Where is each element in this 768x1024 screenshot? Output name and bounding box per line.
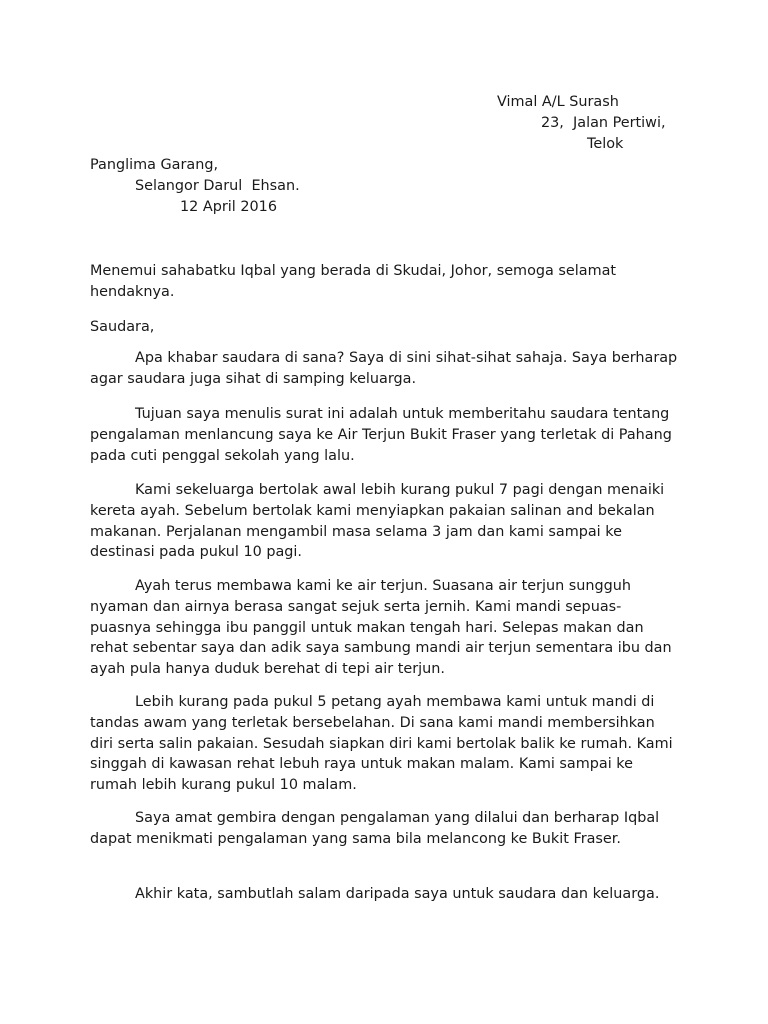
recipient-text: Menemui sahabatku Iqbal yang berada di Skudai, Johor, semoga selamat hendaknya.: [90, 263, 617, 300]
paragraph-text: Ayah terus membawa kami ke air terjun. Suasana air terjun sungguh nyaman dan airnya berasa sangat sejuk serta jernih. Kami mandi sepuas-puasnya sehingga ibu panggil untuk makan tengah hari. Selepas makan dan rehat sebentar saya dan adik saya sambung mandi air terjun sementara ibu dan ayah pula hanya duduk berehat di tepi air terjun.: [90, 578, 672, 678]
recipient-line: [90, 261, 680, 303]
paragraph-text: Saya amat gembira dengan pengalaman yang dilalui dan berharap Iqbal dapat menikmati pengalaman yang sama bila melancong ke Bukit Fraser.: [90, 810, 660, 847]
paragraph-text: Tujuan saya menulis surat ini adalah untuk memberitahu saudara tentang pengalaman menlancung saya ke Air Terjun Bukit Fraser yang terletak di Pahang pada cuti penggal sekolah yang lalu.: [90, 406, 672, 464]
paragraph-text: Apa khabar saudara di sana? Saya di sini sihat-sihat sahaja. Saya berharap agar saudara juga sihat di samping keluarga.: [90, 350, 678, 387]
body-paragraph-4: [90, 576, 680, 680]
sender-address-line-3: Panglima Garang,: [90, 157, 219, 173]
salutation-text: Saudara,: [90, 319, 155, 335]
body-paragraph-2: [90, 404, 680, 466]
body-paragraph-6: [90, 808, 680, 850]
body-paragraph-5: [90, 692, 680, 796]
sender-address-line-1: 23, Jalan Pertiwi,: [541, 115, 666, 131]
letter-date: 12 April 2016: [180, 199, 277, 215]
body-paragraph-3: [90, 480, 680, 563]
paragraph-text: Akhir kata, sambutlah salam daripada saya untuk saudara dan keluarga.: [135, 886, 660, 902]
paragraph-text: Lebih kurang pada pukul 5 petang ayah membawa kami untuk mandi di tandas awam yang terletak bersebelahan. Di sana kami mandi membersihkan diri serta salin pakaian. Sesudah siapkan diri kami bertolak balik ke rumah. Kami singgah di kawasan rehat lebuh raya untuk makan malam. Kami sampai ke rumah lebih kurang pukul 10 malam.: [90, 694, 673, 794]
body-paragraph-1: [90, 348, 680, 390]
sender-address-line-2: Telok: [587, 136, 624, 152]
paragraph-text: Kami sekeluarga bertolak awal lebih kurang pukul 7 pagi dengan menaiki kereta ayah. Sebelum bertolak kami menyiapkan pakaian salinan and bekalan makanan. Perjalanan mengambil masa selama 3 jam dan kami sampai ke destinasi pada pukul 10 pagi.: [90, 482, 665, 561]
sender-address-line-4: Selangor Darul Ehsan.: [135, 178, 300, 194]
salutation: [90, 317, 680, 338]
body-paragraph-7: [90, 884, 680, 905]
sender-name: Vimal A/L Surash: [497, 94, 619, 110]
